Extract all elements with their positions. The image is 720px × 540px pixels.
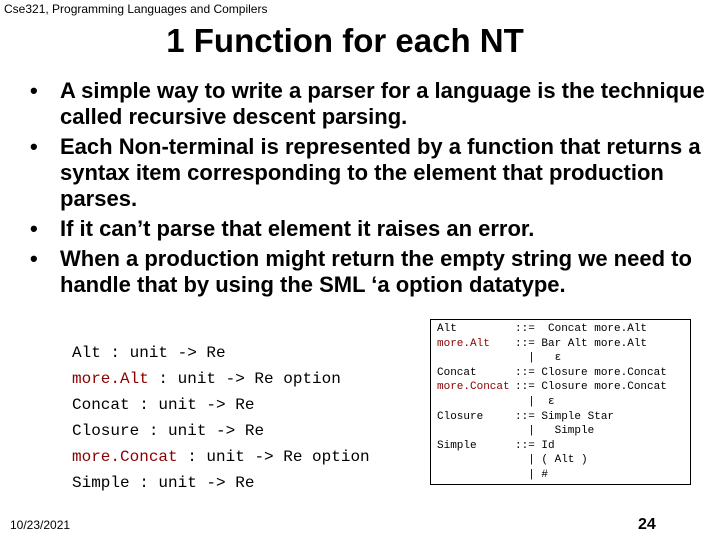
grammar-rule bbox=[437, 366, 690, 381]
grammar-lhs: Concat bbox=[437, 366, 477, 379]
slide-title: 1 Function for each NT bbox=[166, 22, 524, 59]
bullet-item bbox=[28, 78, 708, 130]
grammar-rhs: | ε bbox=[515, 395, 555, 408]
bullet-text: When a production might return the empty string we need to handle that by using the SML ‘a option datatype. bbox=[60, 246, 692, 297]
grammar-rhs: ::= Simple Star bbox=[515, 410, 615, 423]
function-type: : unit -> Re bbox=[129, 474, 255, 492]
function-type: : unit -> Re bbox=[129, 396, 255, 414]
slide-date: 10/23/2021 bbox=[10, 518, 71, 532]
grammar-lhs: more.Alt bbox=[437, 337, 490, 350]
grammar-rule bbox=[437, 337, 690, 352]
function-type: : unit -> Re option bbox=[148, 370, 341, 388]
grammar-rhs: ::= Closure more.Concat bbox=[515, 381, 667, 394]
code-line bbox=[72, 470, 370, 496]
grammar-box bbox=[430, 319, 691, 485]
course-header: Cse321, Programming Languages and Compilers bbox=[4, 2, 268, 16]
bullet-dot-icon: • bbox=[30, 216, 38, 241]
grammar-rule bbox=[437, 424, 690, 439]
bullet-list bbox=[28, 78, 708, 302]
grammar-lhs: Alt bbox=[437, 323, 457, 335]
function-signatures bbox=[72, 340, 370, 496]
bullet-text: Each Non-terminal is represented by a function that returns a syntax item corresponding to the element that production parses. bbox=[60, 134, 701, 211]
bullet-text: A simple way to write a parser for a language is the technique called recursive descent parsing. bbox=[60, 78, 705, 129]
bullet-item bbox=[28, 216, 708, 242]
grammar-rhs: | Simple bbox=[515, 425, 595, 438]
grammar-rhs: ::= Bar Alt more.Alt bbox=[515, 337, 648, 350]
bullet-text: If it can’t parse that element it raises an error. bbox=[60, 216, 535, 241]
grammar-rhs: | ( Alt ) bbox=[515, 454, 588, 467]
grammar-rule bbox=[437, 468, 690, 483]
grammar-rule bbox=[437, 322, 690, 337]
grammar-lhs: Simple bbox=[437, 439, 477, 452]
function-name: more.Concat bbox=[72, 448, 178, 466]
function-name: Closure bbox=[72, 422, 140, 440]
grammar-rule bbox=[437, 439, 690, 454]
code-line bbox=[72, 418, 370, 444]
bullet-dot-icon: • bbox=[30, 78, 38, 103]
grammar-lhs: Closure bbox=[437, 410, 484, 423]
function-type: : unit -> Re bbox=[100, 344, 226, 362]
code-line bbox=[72, 340, 370, 366]
code-line bbox=[72, 366, 370, 392]
page-number: 24 bbox=[638, 516, 656, 533]
grammar-rule bbox=[437, 351, 690, 366]
grammar-rule bbox=[437, 453, 690, 468]
grammar-rhs: ::= Id bbox=[515, 439, 555, 452]
grammar-rhs: | # bbox=[515, 468, 549, 481]
bullet-dot-icon: • bbox=[30, 246, 38, 271]
function-name: Simple bbox=[72, 474, 130, 492]
grammar-rule bbox=[437, 395, 690, 410]
bullet-item bbox=[28, 246, 708, 298]
code-line bbox=[72, 392, 370, 418]
function-type: : unit -> Re option bbox=[177, 448, 370, 466]
grammar-rule bbox=[437, 410, 690, 425]
bullet-dot-icon: • bbox=[30, 134, 38, 159]
function-name: more.Alt bbox=[72, 370, 149, 388]
grammar-rhs: ::= Closure more.Concat bbox=[515, 366, 667, 379]
bullet-item bbox=[28, 134, 708, 212]
function-type: : unit -> Re bbox=[139, 422, 265, 440]
grammar-lhs: more.Concat bbox=[437, 381, 510, 394]
function-name: Concat bbox=[72, 396, 130, 414]
grammar-rule bbox=[437, 380, 690, 395]
code-line bbox=[72, 444, 370, 470]
grammar-rhs: | ε bbox=[515, 352, 562, 365]
grammar-rhs: ::= Concat more.Alt bbox=[515, 323, 648, 335]
function-name: Alt bbox=[72, 344, 101, 362]
